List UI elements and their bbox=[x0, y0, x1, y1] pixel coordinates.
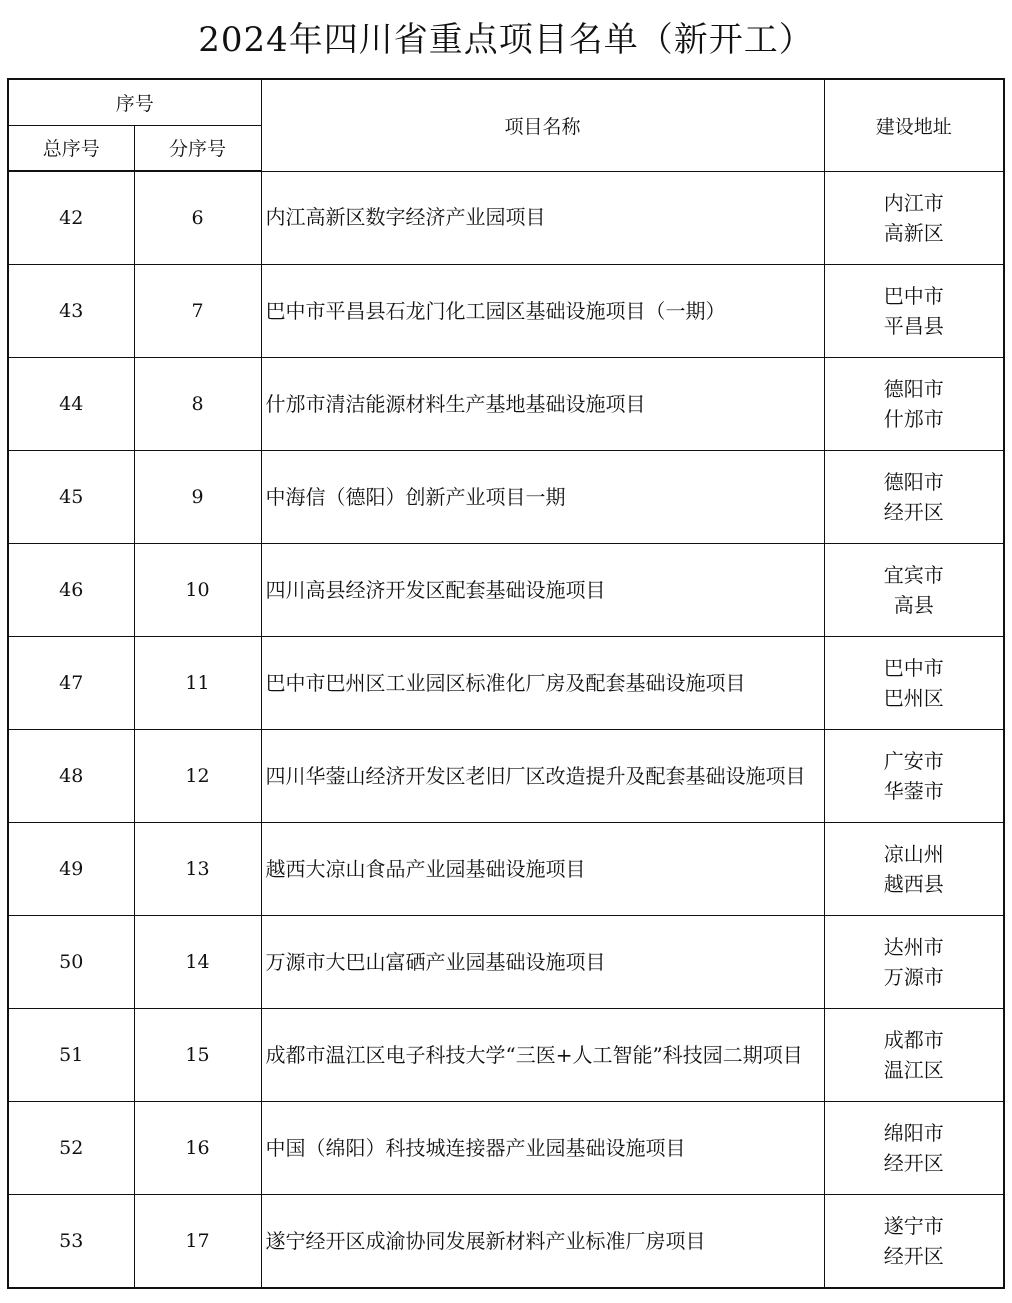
location-city: 内江市 bbox=[883, 190, 944, 215]
project-name-cell: 内江高新区数字经济产业园项目 bbox=[261, 171, 824, 265]
total-seq-cell: 44 bbox=[8, 358, 134, 451]
total-seq-cell: 51 bbox=[8, 1009, 134, 1102]
table-row bbox=[8, 171, 1004, 265]
sub-seq-cell: 7 bbox=[134, 265, 261, 358]
sub-seq-cell: 6 bbox=[134, 171, 261, 265]
location-cell bbox=[824, 1195, 1004, 1289]
location-city: 巴中市 bbox=[883, 656, 944, 680]
location-city: 德阳市 bbox=[883, 470, 944, 494]
location-cell bbox=[824, 265, 1004, 358]
project-name-cell: 越西大凉山食品产业园基础设施项目 bbox=[261, 823, 824, 916]
total-seq-cell: 48 bbox=[8, 730, 134, 823]
total-seq-cell: 47 bbox=[8, 637, 134, 730]
total-seq-cell: 42 bbox=[8, 171, 134, 265]
project-name-cell: 万源市大巴山富硒产业园基础设施项目 bbox=[261, 916, 824, 1009]
table-row bbox=[8, 1009, 1004, 1102]
project-name-cell: 巴中市巴州区工业园区标准化厂房及配套基础设施项目 bbox=[261, 637, 824, 730]
location-city: 德阳市 bbox=[883, 377, 944, 401]
table-header-row bbox=[8, 79, 1004, 125]
location-district: 经开区 bbox=[883, 500, 944, 524]
location-cell bbox=[824, 1009, 1004, 1102]
location-city: 绵阳市 bbox=[883, 1121, 944, 1145]
table-row bbox=[8, 637, 1004, 730]
table-row bbox=[8, 823, 1004, 916]
location-city: 成都市 bbox=[883, 1028, 944, 1052]
header-project-name: 项目名称 bbox=[261, 79, 824, 171]
location-district: 高新区 bbox=[883, 220, 944, 245]
sub-seq-cell: 12 bbox=[134, 730, 261, 823]
total-seq-cell: 46 bbox=[8, 544, 134, 637]
location-district: 平昌县 bbox=[883, 314, 944, 338]
location-city: 遂宁市 bbox=[883, 1214, 944, 1238]
total-seq-cell: 50 bbox=[8, 916, 134, 1009]
location-district: 经开区 bbox=[883, 1244, 944, 1268]
location-cell bbox=[824, 1102, 1004, 1195]
location-cell bbox=[824, 544, 1004, 637]
table-row bbox=[8, 916, 1004, 1009]
total-seq-cell: 43 bbox=[8, 265, 134, 358]
header-location: 建设地址 bbox=[824, 79, 1004, 171]
location-district: 越西县 bbox=[883, 872, 944, 896]
table-row bbox=[8, 544, 1004, 637]
location-city: 凉山州 bbox=[883, 842, 944, 866]
sub-seq-cell: 8 bbox=[134, 358, 261, 451]
location-cell bbox=[824, 451, 1004, 544]
location-district: 高县 bbox=[893, 593, 934, 617]
location-city: 巴中市 bbox=[883, 284, 944, 308]
project-name-cell: 巴中市平昌县石龙门化工园区基础设施项目（一期） bbox=[261, 265, 824, 358]
location-city: 宜宾市 bbox=[883, 563, 944, 587]
project-name-cell: 中国（绵阳）科技城连接器产业园基础设施项目 bbox=[261, 1102, 824, 1195]
location-cell bbox=[824, 916, 1004, 1009]
location-district: 温江区 bbox=[883, 1058, 944, 1082]
location-district: 巴州区 bbox=[883, 686, 944, 710]
location-city: 达州市 bbox=[883, 935, 944, 959]
total-seq-cell: 52 bbox=[8, 1102, 134, 1195]
location-cell bbox=[824, 823, 1004, 916]
location-city: 广安市 bbox=[883, 749, 944, 773]
table-row bbox=[8, 1102, 1004, 1195]
project-name-cell: 四川华蓥山经济开发区老旧厂区改造提升及配套基础设施项目 bbox=[261, 730, 824, 823]
sub-seq-cell: 10 bbox=[134, 544, 261, 637]
total-seq-cell: 49 bbox=[8, 823, 134, 916]
project-table bbox=[7, 78, 1005, 1289]
table-row bbox=[8, 730, 1004, 823]
sub-seq-cell: 13 bbox=[134, 823, 261, 916]
table-row bbox=[8, 451, 1004, 544]
header-sub-seq: 分序号 bbox=[134, 125, 261, 171]
document-title: 2024年四川省重点项目名单（新开工） bbox=[198, 20, 814, 60]
table-row bbox=[8, 265, 1004, 358]
location-cell bbox=[824, 637, 1004, 730]
location-district: 华蓥市 bbox=[883, 779, 944, 803]
location-district: 万源市 bbox=[883, 965, 944, 989]
sub-seq-cell: 11 bbox=[134, 637, 261, 730]
project-name-cell: 什邡市清洁能源材料生产基地基础设施项目 bbox=[261, 358, 824, 451]
sub-seq-cell: 15 bbox=[134, 1009, 261, 1102]
sub-seq-cell: 14 bbox=[134, 916, 261, 1009]
total-seq-cell: 53 bbox=[8, 1195, 134, 1289]
project-name-cell: 中海信（德阳）创新产业项目一期 bbox=[261, 451, 824, 544]
header-total-seq: 总序号 bbox=[8, 125, 134, 171]
location-cell bbox=[824, 171, 1004, 265]
sub-seq-cell: 17 bbox=[134, 1195, 261, 1289]
project-name-cell: 成都市温江区电子科技大学“三医+人工智能”科技园二期项目 bbox=[261, 1009, 824, 1102]
sub-seq-cell: 9 bbox=[134, 451, 261, 544]
header-seq-group: 序号 bbox=[8, 79, 261, 125]
project-name-cell: 遂宁经开区成渝协同发展新材料产业标准厂房项目 bbox=[261, 1195, 824, 1289]
total-seq-cell: 45 bbox=[8, 451, 134, 544]
location-cell bbox=[824, 358, 1004, 451]
location-district: 什邡市 bbox=[883, 407, 944, 431]
project-name-cell: 四川高县经济开发区配套基础设施项目 bbox=[261, 544, 824, 637]
location-district: 经开区 bbox=[883, 1151, 944, 1175]
table-row bbox=[8, 1195, 1004, 1289]
table-row bbox=[8, 358, 1004, 451]
location-cell bbox=[824, 730, 1004, 823]
sub-seq-cell: 16 bbox=[134, 1102, 261, 1195]
